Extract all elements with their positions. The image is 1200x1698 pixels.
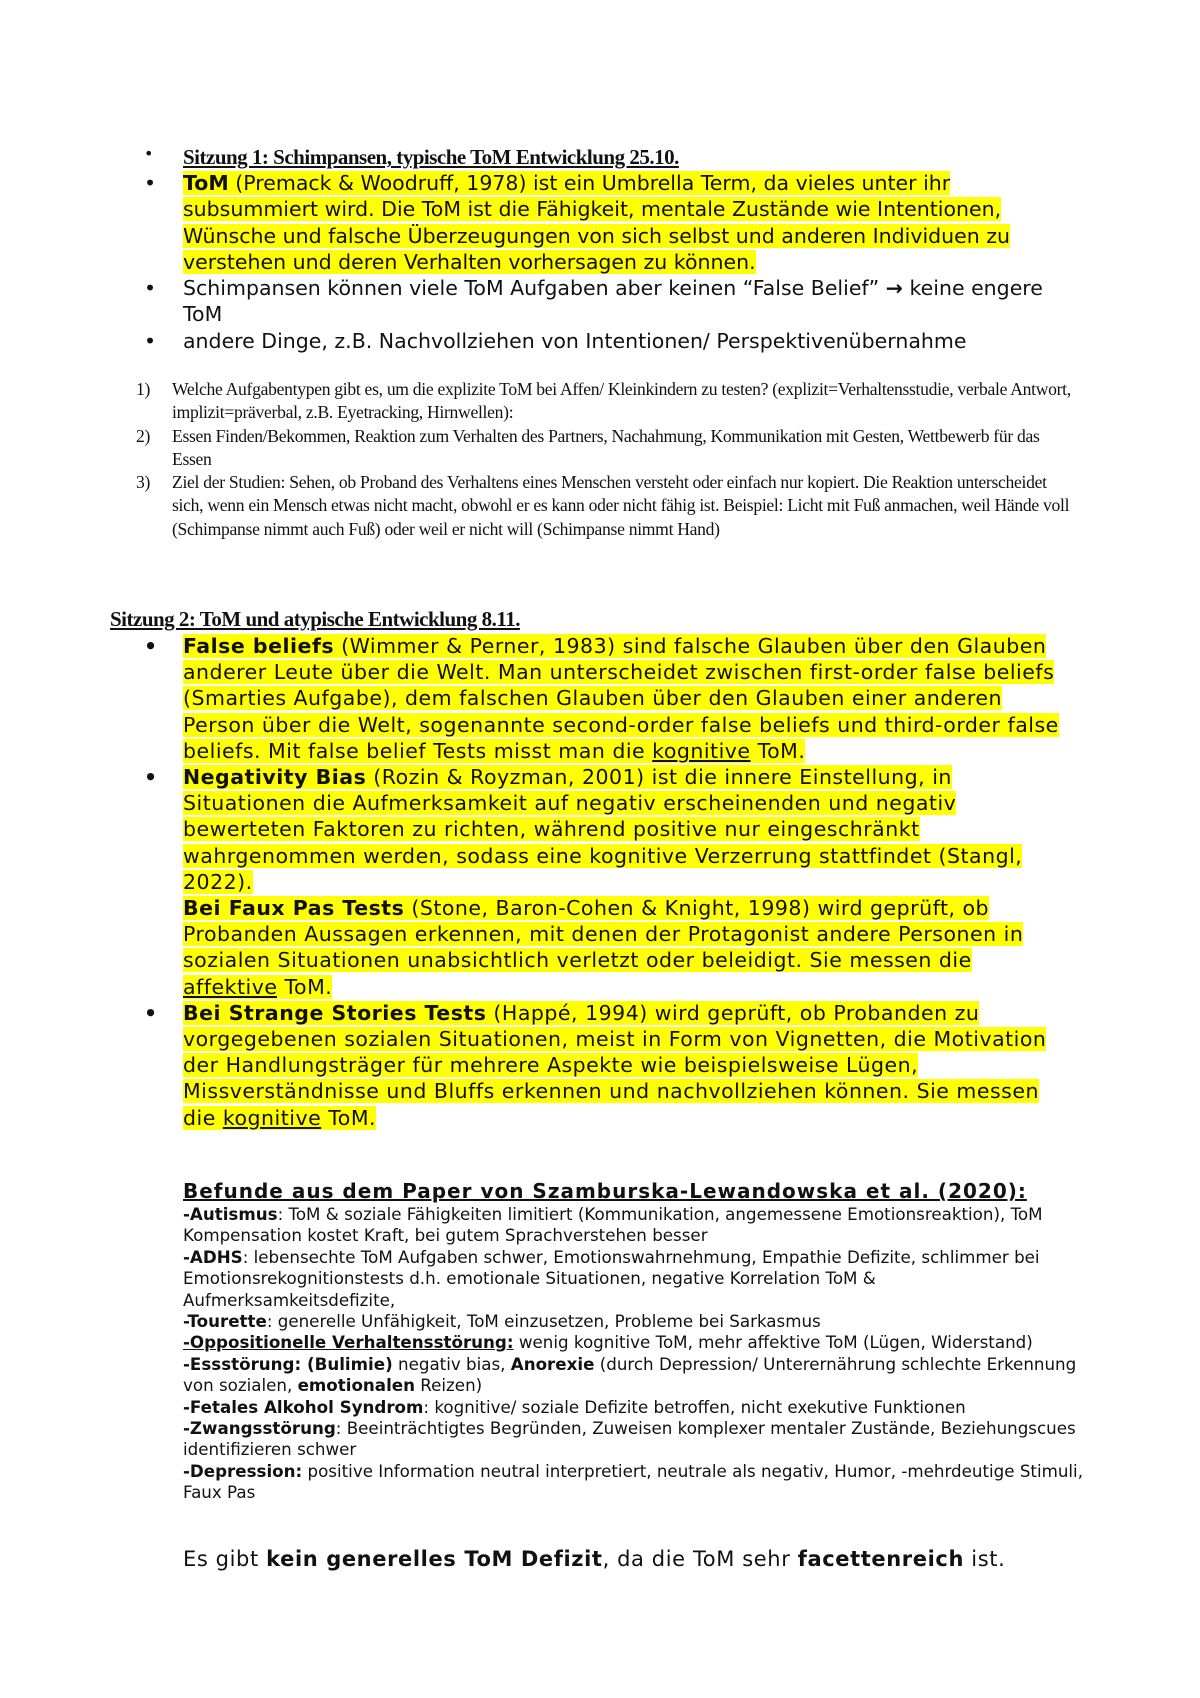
finding-label: Anorexie: [510, 1353, 595, 1374]
false-beliefs-underlined: kognitive: [652, 738, 751, 763]
finding-text: : lebensechte ToM Aufgaben schwer, Emotionswahrnehmung, Empathie Defizite, schlimmer bei Emotionsrekognitionstests d.h. emotionale Situationen, negative Korrelation ToM & Aufmerksamkeitsdefizite,: [183, 1246, 1040, 1310]
false-beliefs-text: (Wimmer & Perner, 1983) sind falsche Glauben über den Glauben anderer Leute über die Welt. Man unterscheidet zwischen first-order false beliefs (Smarties Aufgabe), dem falschen Glauben über den Glauben einer anderen Person über die Welt, sogenannte second-order false beliefs und third-order false beliefs. Mit false belief Tests misst man die: [183, 634, 1059, 763]
finding-text: wenig kognitive ToM, mehr affektive ToM (Lügen, Widerstand): [513, 1332, 1033, 1353]
bullet-chimpanzees: [140, 275, 1070, 328]
bullet-negativity-bias: [140, 764, 1070, 1000]
finding-label: -ADHS: [183, 1246, 243, 1267]
findings-block: [183, 1178, 1083, 1504]
strange-stories-text: (Happé, 1994) wird geprüft, ob Probanden zu vorgegebenen sozialen Situationen, meist in Form von Vignetten, die Motivation der Handlungsträger für mehrere Aspekte wie beispielsweise Lügen, Missverständnisse und Bluffs erkennen und nachvollziehen können. Sie messen die: [183, 1000, 1047, 1130]
faux-pas-term: Bei Faux Pas Tests: [183, 896, 405, 921]
chimp-text: Schimpansen können viele ToM Aufgaben aber keinen “False Belief”: [183, 276, 886, 301]
bullet-tom: [140, 170, 1070, 275]
tom-definition: (Premack & Woodruff, 1978) ist ein Umbrella Term, da vieles unter ihr subsummiert wird. Die ToM ist die Fähigkeit, mentale Zustände wie Intentionen, Wünsche und falsche Überzeugungen von sich selbst und anderen Individuen zu verstehen und deren Verhalten vorhersagen zu können.: [183, 171, 1011, 274]
finding-depression: [183, 1461, 1083, 1504]
finding-text: positive Information neutral interpretiert, neutrale als negativ, Humor, -mehrdeutige Stimuli, Faux Pas: [183, 1460, 1084, 1503]
false-beliefs-end: ToM.: [750, 738, 806, 763]
list-item: [136, 378, 1076, 425]
strange-stories-underlined: kognitive: [222, 1105, 322, 1130]
finding-label: -Zwangsstörung: [183, 1418, 336, 1439]
section-2: [140, 633, 1070, 1131]
bullet-false-beliefs: [140, 633, 1070, 764]
list-text: Welche Aufgabentypen gibt es, um die explizite ToM bei Affen/ Kleinkindern zu testen? (explizit=Verhaltensstudie, verbale Antwort, implizit=präverbal, z.B. Eyetracking, Hirnwellen):: [172, 379, 1071, 423]
list-item: [136, 471, 1076, 541]
bullet-icon: •: [144, 634, 158, 658]
bullet-icon: •: [144, 328, 157, 353]
bullet-icon: •: [144, 1000, 158, 1025]
finding-ocd: [183, 1418, 1083, 1461]
finding-autism: [183, 1204, 1083, 1247]
list-item: [136, 425, 1076, 472]
conclusion-bold: facettenreich: [797, 1547, 964, 1571]
finding-text: : generelle Unfähigkeit, ToM einzusetzen, Probleme bei Sarkasmus: [266, 1311, 821, 1332]
finding-eating: [183, 1354, 1083, 1397]
conclusion-text: , da die ToM sehr: [602, 1547, 798, 1571]
chimp-text-end: keine engere ToM: [183, 276, 1043, 327]
section-1: [140, 144, 1070, 354]
finding-label: -Tourette: [183, 1311, 267, 1332]
numbered-list: [136, 378, 1076, 541]
bullet-icon: •: [144, 765, 158, 790]
bullet-icon: •: [144, 144, 154, 163]
finding-fas: [183, 1397, 1083, 1418]
other-text: andere Dinge, z.B. Nachvollziehen von Intentionen/ Perspektivenübernahme: [183, 328, 967, 353]
section-2-heading: Sitzung 2: ToM und atypische Entwicklung 8.11.: [110, 607, 520, 631]
bullet-icon: •: [144, 171, 157, 195]
finding-adhs: [183, 1247, 1083, 1311]
bullet-other: [140, 328, 1070, 354]
faux-pas-underlined: affektive: [183, 974, 278, 999]
negativity-bias-term: Negativity Bias: [183, 765, 367, 790]
conclusion-bold: kein generelles ToM Defizit: [266, 1547, 603, 1571]
finding-label: -Autismus: [183, 1204, 278, 1224]
finding-text: Reizen): [415, 1375, 483, 1396]
conclusion-text: Es gibt: [183, 1547, 267, 1571]
faux-pas-citation: (Stone, Baron-Cohen & Knight, 1998): [404, 896, 818, 921]
strange-stories-end: ToM.: [321, 1105, 377, 1130]
list-number: 3): [136, 472, 151, 493]
arrow-icon: →: [885, 276, 903, 301]
bullet-heading-1: [140, 144, 1070, 170]
conclusion-text: ist.: [964, 1547, 1006, 1571]
bullet-strange-stories: [140, 1000, 1070, 1131]
negativity-bias-text: (Rozin & Royzman, 2001) ist die innere Einstellung, in Situationen die Aufmerksamkeit auf negativ erscheinenden und negativ bewerteten Faktoren zu richten, während positive nur eingeschränkt wahrgenommen werden, sodass eine kognitive Verzerrung stattfindet (Stangl, 2022).: [183, 765, 1023, 894]
section-1-heading: Sitzung 1: Schimpansen, typische ToM Entwicklung 25.10.: [183, 145, 679, 169]
finding-text: : Beeinträchtigtes Begründen, Zuweisen komplexer mentaler Zustände, Beziehungscues identifizieren schwer: [183, 1418, 1076, 1460]
findings-body: [183, 1204, 1083, 1504]
faux-pas-end: ToM.: [277, 974, 333, 999]
faux-pas-text: wird geprüft, ob Probanden Aussagen erkennen, mit denen der Protagonist andere Personen in sozialen Situationen unabsichtlich verletzt oder beleidigt. Sie messen die: [183, 896, 1024, 973]
findings-title: Befunde aus dem Paper von Szamburska-Lewandowska et al. (2020):: [183, 1179, 1027, 1203]
finding-text: : ToM & soziale Fähigkeiten limitiert (Kommunikation, angemessene Emotionsreaktion), ToM Kompensation kostet Kraft, bei gutem Sprachverstehen besser: [183, 1204, 1043, 1246]
finding-text: negativ bias,: [392, 1353, 511, 1374]
list-text: Ziel der Studien: Sehen, ob Proband des Verhaltens eines Menschen versteht oder einfach nur kopiert. Die Reaktion unterscheidet sich, wenn ein Mensch etwas nicht macht, obwohl er es kann oder nicht fähig ist. Beispiel: Licht mit Fuß anmachen, weil Hände voll (Schimpanse nimmt auch Fuß) oder weil er nicht will (Schimpanse nimmt Hand): [172, 472, 1070, 539]
tom-term: ToM: [183, 171, 229, 195]
finding-tourette: [183, 1311, 1083, 1332]
finding-label: emotionalen: [297, 1375, 415, 1396]
finding-odd: [183, 1332, 1083, 1353]
finding-label: -Essstörung: (Bulimie): [183, 1353, 393, 1374]
finding-label: -Oppositionelle Verhaltensstörung:: [183, 1332, 514, 1353]
finding-label: -Depression:: [183, 1460, 303, 1481]
finding-label: -Fetales Alkohol Syndrom: [183, 1396, 424, 1417]
false-beliefs-term: False beliefs: [183, 634, 335, 658]
finding-text: : kognitive/ soziale Defizite betroffen, nicht exekutive Funktionen: [423, 1396, 966, 1417]
list-number: 1): [136, 379, 151, 399]
strange-stories-term: Bei Strange Stories Tests: [183, 1000, 487, 1025]
bullet-icon: •: [144, 276, 157, 301]
list-number: 2): [136, 425, 151, 446]
conclusion: [183, 1547, 1005, 1571]
finding-text: (durch Depression/ Unterernährung schlechte Erkennung von sozialen,: [183, 1353, 1077, 1396]
list-text: Essen Finden/Bekommen, Reaktion zum Verhalten des Partners, Nachahmung, Kommunikation mit Gesten, Wettbewerb für das Essen: [172, 425, 1040, 469]
